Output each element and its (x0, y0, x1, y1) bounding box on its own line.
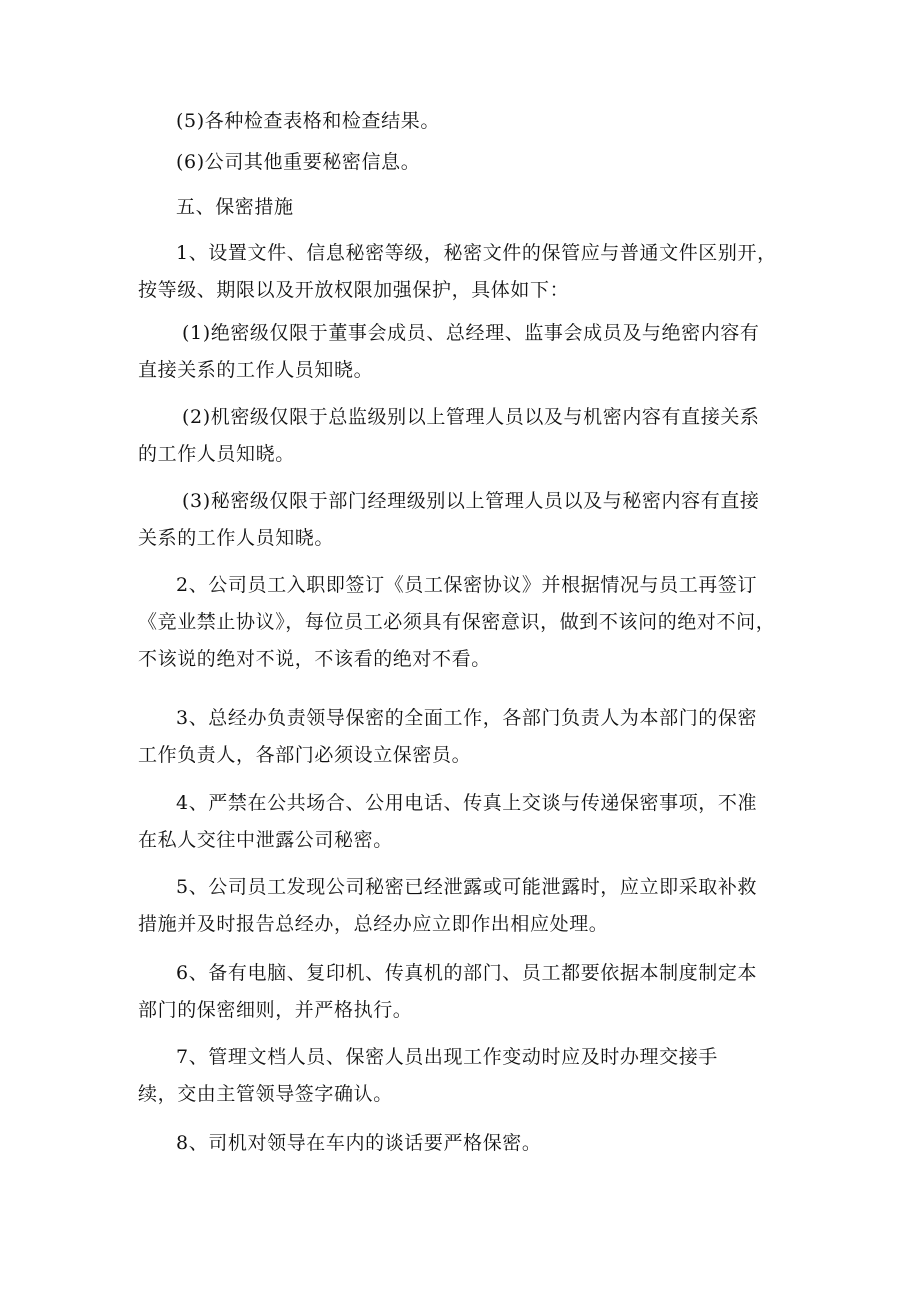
text-line: 3、总经办负责领导保密的全面工作，各部门负责人为本部门的保密 (176, 707, 758, 729)
text-line: 1、设置文件、信息秘密等级，秘密文件的保管应与普通文件区别开， (176, 242, 777, 264)
text-line: 续，交由主管领导签字确认。 (138, 1083, 393, 1105)
text-line: 工作负责人，各部门必须设立保密员。 (138, 744, 472, 766)
text-line: 关系的工作人员知晓。 (138, 527, 335, 549)
paragraph-measure-6 (138, 955, 788, 1029)
paragraph-level-2 (138, 399, 788, 473)
text-line: (1)绝密级仅限于董事会成员、总经理、监事会成员及与绝密内容有 (182, 322, 760, 344)
text-line: 直接关系的工作人员知晓。 (138, 359, 374, 381)
paragraph-measure-4 (138, 785, 788, 859)
text-line: 4、严禁在公共场合、公用电话、传真上交谈与传递保密事项，不准 (176, 792, 758, 814)
text-line: 7、管理文档人员、保密人员出现工作变动时应及时办理交接手 (176, 1046, 718, 1068)
paragraph-measure-2 (138, 567, 788, 678)
text-line: 5、公司员工发现公司秘密已经泄露或可能泄露时，应立即采取补救 (176, 876, 758, 898)
paragraph-measure-1 (138, 235, 788, 309)
text-line: (3)秘密级仅限于部门经理级别以上管理人员以及与秘密内容有直接 (182, 490, 760, 512)
text-line: 2、公司员工入职即签订《员工保密协议》并根据情况与员工再签订 (176, 574, 758, 596)
paragraph-level-1 (138, 315, 788, 389)
text-line: 《竞业禁止协议》，每位员工必须具有保密意识，做到不该问的绝对不问， (138, 611, 776, 633)
text-line: (2)机密级仅限于总监级别以上管理人员以及与机密内容有直接关系 (182, 406, 760, 428)
paragraph-measure-8 (138, 1125, 788, 1162)
text-line: 五、保密措施 (176, 196, 294, 218)
paragraph-item-5 (138, 103, 788, 140)
paragraph-measure-3 (138, 700, 788, 774)
text-line: 6、备有电脑、复印机、传真机的部门、员工都要依据本制度制定本 (176, 962, 758, 984)
text-line: 8、司机对领导在车内的谈话要严格保密。 (176, 1132, 542, 1154)
text-line: 部门的保密细则，并严格执行。 (138, 999, 413, 1021)
text-line: 措施并及时报告总经办，总经办应立即作出相应处理。 (138, 913, 609, 935)
section-heading (138, 189, 788, 226)
text-line: 按等级、期限以及开放权限加强保护，具体如下： (138, 279, 570, 301)
paragraph-measure-7 (138, 1039, 788, 1113)
text-line: (6)公司其他重要秘密信息。 (176, 151, 421, 173)
paragraph-measure-5 (138, 869, 788, 943)
paragraph-item-6 (138, 144, 788, 181)
text-line: (5)各种检查表格和检查结果。 (176, 110, 440, 132)
text-line: 的工作人员知晓。 (138, 443, 295, 465)
paragraph-level-3 (138, 483, 788, 557)
text-line: 不该说的绝对不说，不该看的绝对不看。 (138, 648, 491, 670)
text-line: 在私人交往中泄露公司秘密。 (138, 829, 393, 851)
